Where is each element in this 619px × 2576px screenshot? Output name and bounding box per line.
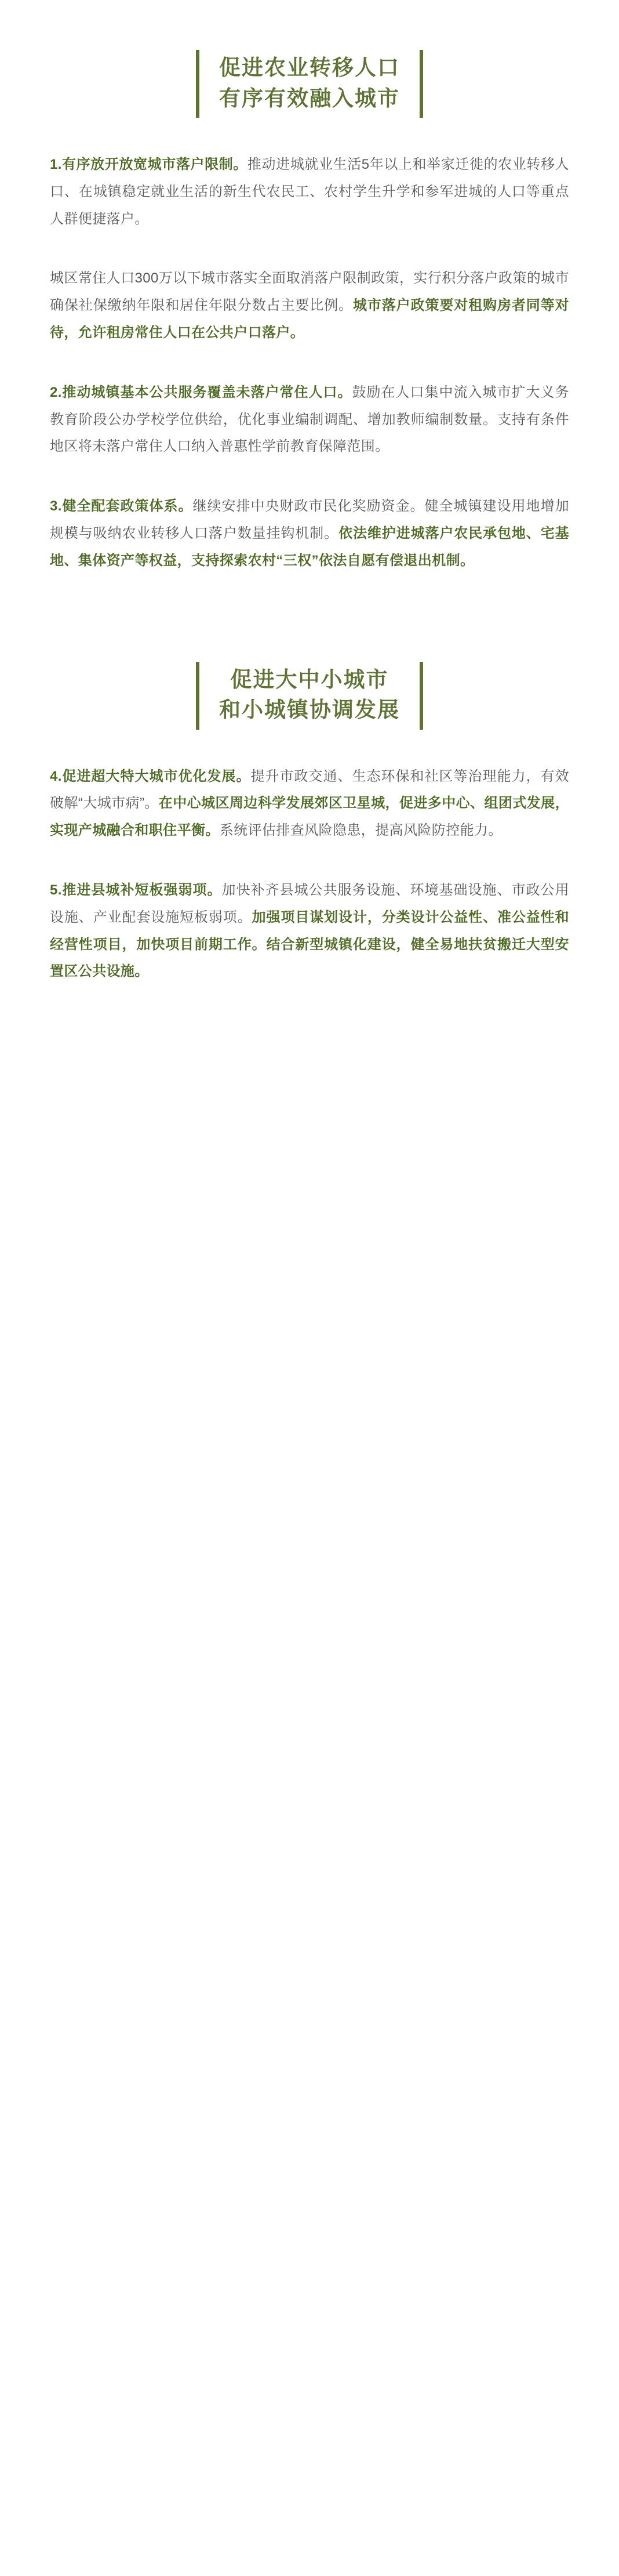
paragraph-5-run-1: 4.促进超大特大城市优化发展。 [50, 768, 251, 784]
section-heading-1-text [219, 50, 400, 118]
section-heading-2 [50, 662, 569, 730]
paragraph-4-run-2: 继续安排中央财政市民化奖励资金。健全城镇建设用地增加规模与吸纳农业转移人口落户数量挂钩机制。 [50, 498, 569, 542]
paragraph-spacer-3 [50, 487, 569, 493]
section-heading-1 [50, 50, 569, 118]
paragraph-5-run-4: 系统评估排查风险隐患，提高风险防控能力。 [219, 823, 503, 839]
heading-rule-left-icon-2 [196, 662, 199, 730]
paragraph-6-run-3: 加强项目谋划设计，分类设计公益性、准公益性和经营性项目，加快项目前期工作。结合新型城镇化建设，健全易地扶贫搬迁大型安置区公共设施。 [50, 909, 569, 980]
section-heading-2-line2: 和小城镇协调发展 [219, 698, 400, 723]
paragraph-1 [50, 151, 569, 233]
paragraph-6-run-2: 加快补齐县城公共服务设施、环境基础设施、市政公用设施、产业配套设施短板弱项。 [50, 882, 569, 925]
paragraph-2-run-2: 城市落户政策要对租购房者同等对待，允许租房常住人口在公共户口落户。 [50, 298, 570, 341]
paragraph-6 [50, 877, 569, 986]
section-heading-2-line1: 促进大中小城市 [230, 668, 389, 692]
heading-rule-left-icon [196, 50, 199, 118]
paragraph-3 [50, 379, 569, 461]
section-heading-1-line1: 促进农业转移人口 [219, 56, 400, 80]
section-heading-2-text [219, 662, 400, 730]
paragraph-1-run-2: 推动进城就业生活5年以上和举家迁徙的农业转移人口、在城镇稳定就业生活的新生代农民工、农村学生升学和参军进城的人口等重点人群便捷落户。 [50, 157, 570, 227]
paragraph-5-run-3: 在中心城区周边科学发展郊区卫星城，促进多中心、组团式发展，实现产城融合和职住平衡。 [50, 795, 569, 839]
paragraph-6-run-1: 5.推进县城补短板强弱项。 [50, 882, 222, 898]
paragraph-spacer-2 [50, 374, 569, 379]
paragraph-1-run-1: 1.有序放开放宽城市落户限制。 [50, 157, 247, 173]
heading-rule-right-icon-2 [420, 662, 423, 730]
paragraph-2-run-1: 城区常住人口300万以下城市落实全面取消落户限制政策，实行积分落户政策的城市确保社保缴纳年限和居住年限分数占主要比例。 [50, 270, 569, 314]
paragraph-3-run-1: 2.推动城镇基本公共服务覆盖未落户常住人口。 [50, 384, 352, 400]
paragraph-4 [50, 493, 569, 574]
paragraph-2 [50, 265, 569, 346]
paragraph-4-run-1: 3.健全配套政策体系。 [50, 498, 193, 515]
paragraph-5 [50, 763, 569, 845]
paragraph-5-run-2: 提升市政交通、生态环保和社区等治理能力，有效破解“大城市病”。 [50, 768, 569, 811]
heading-rule-right-icon [420, 50, 423, 118]
paragraph-3-run-2: 鼓励在人口集中流入城市扩大义务教育阶段公办学校学位供给，优化事业编制调配、增加教师编制数量。支持有条件地区将未落户常住人口纳入普惠性学前教育保障范围。 [50, 384, 569, 455]
paragraph-spacer-4 [50, 871, 569, 877]
section-heading-1-line2: 有序有效融入城市 [219, 86, 400, 111]
paragraph-spacer-1 [50, 259, 569, 265]
paragraph-4-run-3: 依法维护进城落户农民承包地、宅基地、集体资产等权益，支持探索农村“三权”依法自愿有偿退出机制。 [50, 526, 570, 568]
